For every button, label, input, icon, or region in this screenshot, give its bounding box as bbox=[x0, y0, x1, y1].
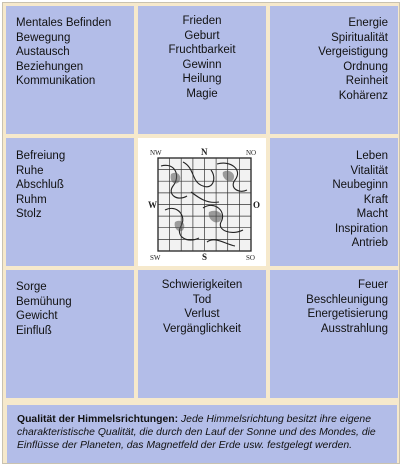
direction-grid bbox=[6, 6, 398, 398]
quality-term: Frieden bbox=[182, 15, 222, 27]
cell-northeast bbox=[270, 6, 398, 134]
compass-label-so: SO bbox=[246, 254, 255, 262]
cell-south bbox=[138, 270, 266, 398]
quality-term: Kohärenz bbox=[338, 89, 388, 102]
quality-term: Gewicht bbox=[16, 310, 58, 322]
cell-west bbox=[6, 138, 134, 266]
quality-term: Befreiung bbox=[16, 150, 66, 162]
quality-term: Ordnung bbox=[343, 60, 388, 73]
quality-term: Antrieb bbox=[351, 237, 388, 249]
quality-term: Einfluß bbox=[16, 324, 52, 337]
quality-term: Vergänglichkeit bbox=[163, 322, 241, 335]
quality-term: Macht bbox=[356, 208, 388, 220]
compass-cell bbox=[138, 138, 266, 266]
quality-term: Leben bbox=[356, 150, 388, 162]
quality-term: Stolz bbox=[16, 208, 42, 220]
quality-term: Verlust bbox=[184, 308, 220, 320]
caption bbox=[7, 405, 397, 463]
quality-term: Ruhm bbox=[16, 193, 47, 206]
cell-southwest bbox=[6, 270, 134, 398]
quality-term: Mentales Befinden bbox=[16, 17, 112, 29]
quality-term: Austausch bbox=[16, 46, 70, 58]
quality-term: Vitalität bbox=[350, 164, 388, 177]
quality-term: Fruchtbarkeit bbox=[168, 44, 236, 56]
quality-term: Schwierigkeiten bbox=[161, 279, 243, 291]
quality-term: Reinheit bbox=[345, 75, 388, 87]
compass-label-w: W bbox=[148, 200, 157, 210]
diagram-frame bbox=[2, 2, 400, 464]
quality-term: Gewinn bbox=[182, 58, 222, 71]
quality-term: Ruhe bbox=[16, 164, 44, 177]
compass-grid-illustration bbox=[147, 146, 262, 263]
cell-east bbox=[270, 138, 398, 266]
quality-term: Neubeginn bbox=[332, 179, 388, 191]
quality-term: Ausstrahlung bbox=[320, 322, 388, 335]
quality-term: Kraft bbox=[363, 193, 388, 206]
quality-term: Geburt bbox=[184, 29, 220, 42]
compass-label-s: S bbox=[202, 252, 208, 262]
cell-southeast bbox=[270, 270, 398, 398]
cell-northwest bbox=[6, 6, 134, 134]
compass-label-no: NO bbox=[246, 149, 257, 157]
quality-term: Abschluß bbox=[16, 179, 64, 191]
quality-term: Feuer bbox=[357, 279, 388, 291]
quality-term: Bewegung bbox=[16, 31, 71, 44]
quality-term: Vergeistigung bbox=[318, 46, 388, 58]
quality-term: Inspiration bbox=[334, 222, 388, 235]
caption-text: Jede Himmelsrichtung besitzt ihre eigene charakteristische Qualität, die durch den Lauf der Sonne und des Mondes, die Einflüsse der Planeten, das Magnetfeld der Erde usw. festgelegt werden. bbox=[17, 414, 376, 451]
compass-label-sw: SW bbox=[150, 254, 161, 262]
quality-term: Energie bbox=[348, 17, 388, 29]
compass-label-nw: NW bbox=[150, 149, 162, 157]
quality-term: Bemühung bbox=[16, 295, 72, 308]
quality-term: Beziehungen bbox=[16, 60, 84, 73]
compass-label-o: O bbox=[253, 200, 261, 210]
quality-term: Tod bbox=[192, 293, 212, 306]
quality-term: Beschleunigung bbox=[306, 293, 388, 306]
quality-term: Energetisierung bbox=[307, 308, 388, 320]
cell-north bbox=[138, 6, 266, 134]
quality-term: Spiritualität bbox=[331, 31, 388, 44]
compass-label-n: N bbox=[201, 147, 208, 157]
quality-term: Sorge bbox=[16, 281, 47, 293]
caption-title: Qualität der Himmelsrichtungen: bbox=[17, 414, 179, 425]
quality-term: Kommunikation bbox=[16, 75, 96, 87]
quality-term: Heilung bbox=[182, 73, 222, 85]
quality-term: Magie bbox=[186, 87, 218, 100]
